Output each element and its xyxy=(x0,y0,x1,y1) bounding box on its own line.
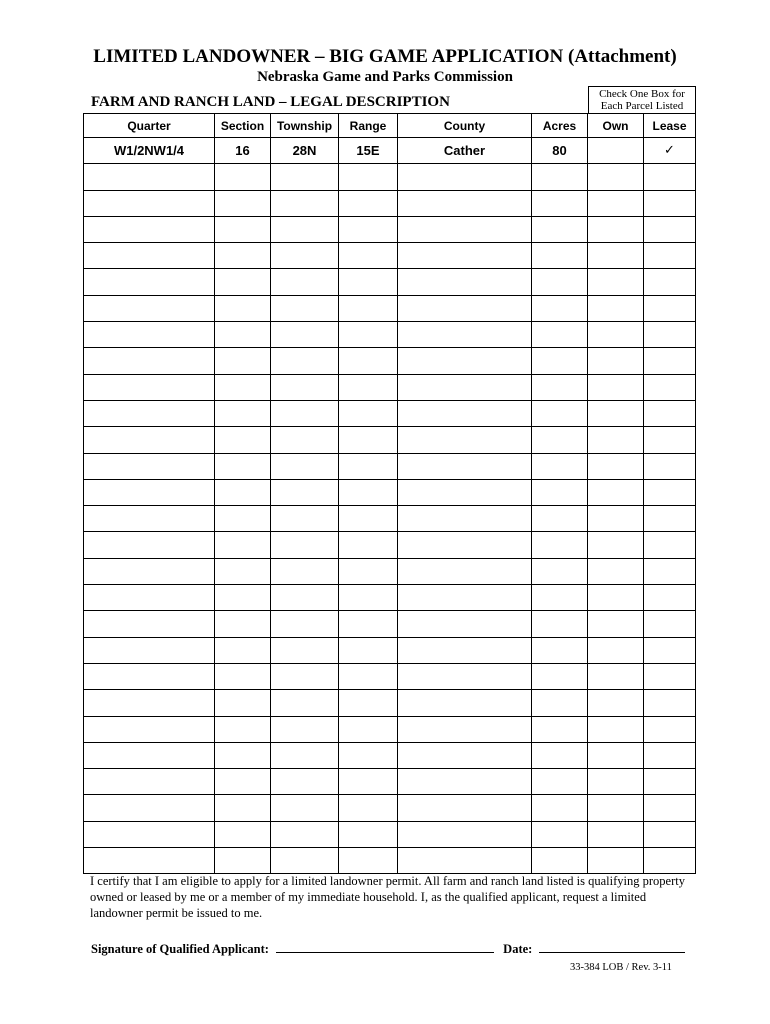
cell-lease[interactable] xyxy=(644,663,696,689)
cell-acres[interactable] xyxy=(532,848,588,874)
cell-lease[interactable] xyxy=(644,479,696,505)
cell-county[interactable] xyxy=(398,637,532,663)
cell-county[interactable] xyxy=(398,400,532,426)
table-row xyxy=(84,138,696,164)
header-quarter: Quarter xyxy=(84,114,215,138)
cell-own[interactable] xyxy=(588,558,644,584)
cell-township[interactable] xyxy=(271,532,339,558)
cell-lease[interactable] xyxy=(644,164,696,190)
table-row xyxy=(84,164,696,190)
cell-range[interactable] xyxy=(339,848,398,874)
cell-acres[interactable] xyxy=(532,532,588,558)
cell-township[interactable] xyxy=(271,348,339,374)
cell-county[interactable] xyxy=(398,453,532,479)
cell-quarter[interactable] xyxy=(84,453,215,479)
cell-township[interactable] xyxy=(271,795,339,821)
cell-acres[interactable] xyxy=(532,690,588,716)
header-township: Township xyxy=(271,114,339,138)
cell-own[interactable] xyxy=(588,795,644,821)
table-row xyxy=(84,716,696,742)
cell-range[interactable] xyxy=(339,532,398,558)
cell-acres[interactable] xyxy=(532,164,588,190)
table-row xyxy=(84,637,696,663)
cell-own[interactable] xyxy=(588,848,644,874)
cell-section[interactable] xyxy=(215,769,271,795)
header-range: Range xyxy=(339,114,398,138)
cell-section[interactable] xyxy=(215,400,271,426)
cell-township[interactable] xyxy=(271,585,339,611)
cell-section[interactable] xyxy=(215,611,271,637)
cell-own[interactable] xyxy=(588,138,644,164)
cell-section[interactable] xyxy=(215,295,271,321)
cell-county[interactable] xyxy=(398,611,532,637)
cell-township[interactable] xyxy=(271,374,339,400)
cell-township[interactable] xyxy=(271,164,339,190)
cell-quarter[interactable] xyxy=(84,427,215,453)
cell-township[interactable] xyxy=(271,716,339,742)
cell-range[interactable] xyxy=(339,611,398,637)
cell-quarter[interactable] xyxy=(84,374,215,400)
header-county: County xyxy=(398,114,532,138)
cell-range[interactable] xyxy=(339,769,398,795)
cell-lease[interactable] xyxy=(644,690,696,716)
cell-acres[interactable] xyxy=(532,190,588,216)
table-row xyxy=(84,322,696,348)
cell-township[interactable] xyxy=(271,506,339,532)
cell-quarter[interactable] xyxy=(84,690,215,716)
cell-county[interactable] xyxy=(398,164,532,190)
table-row xyxy=(84,190,696,216)
cell-range[interactable] xyxy=(339,453,398,479)
cell-quarter[interactable]: W1/2NW1/4 xyxy=(84,138,215,164)
cell-acres[interactable] xyxy=(532,558,588,584)
cell-acres[interactable] xyxy=(532,742,588,768)
cell-range[interactable] xyxy=(339,295,398,321)
cell-own[interactable] xyxy=(588,164,644,190)
cell-county[interactable] xyxy=(398,716,532,742)
cell-own[interactable] xyxy=(588,611,644,637)
table-row xyxy=(84,611,696,637)
form-number: 33-384 LOB / Rev. 3-11 xyxy=(570,962,672,973)
cell-lease[interactable] xyxy=(644,295,696,321)
table-body xyxy=(84,138,696,874)
cell-county[interactable] xyxy=(398,558,532,584)
cell-range[interactable]: 15E xyxy=(339,138,398,164)
cell-lease[interactable] xyxy=(644,322,696,348)
cell-acres[interactable] xyxy=(532,769,588,795)
cell-township[interactable] xyxy=(271,558,339,584)
cell-range[interactable] xyxy=(339,716,398,742)
cell-county[interactable] xyxy=(398,374,532,400)
cell-section[interactable]: 16 xyxy=(215,138,271,164)
cell-range[interactable] xyxy=(339,269,398,295)
cell-own[interactable] xyxy=(588,295,644,321)
cell-quarter[interactable] xyxy=(84,400,215,426)
cell-township[interactable] xyxy=(271,190,339,216)
cell-own[interactable] xyxy=(588,769,644,795)
legal-description-table xyxy=(83,113,696,874)
cell-range[interactable] xyxy=(339,243,398,269)
cell-own[interactable] xyxy=(588,243,644,269)
table-row xyxy=(84,821,696,847)
cell-acres[interactable] xyxy=(532,348,588,374)
date-label: Date: xyxy=(503,942,533,956)
cell-county[interactable] xyxy=(398,322,532,348)
table-row xyxy=(84,663,696,689)
cell-own[interactable] xyxy=(588,532,644,558)
cell-quarter[interactable] xyxy=(84,795,215,821)
cell-quarter[interactable] xyxy=(84,663,215,689)
cell-section[interactable] xyxy=(215,348,271,374)
cell-section[interactable] xyxy=(215,374,271,400)
table-row xyxy=(84,453,696,479)
cell-acres[interactable] xyxy=(532,716,588,742)
cell-quarter[interactable] xyxy=(84,848,215,874)
cell-county[interactable] xyxy=(398,690,532,716)
cell-acres[interactable] xyxy=(532,400,588,426)
cell-own[interactable] xyxy=(588,637,644,663)
cell-county[interactable] xyxy=(398,506,532,532)
cell-lease[interactable] xyxy=(644,374,696,400)
cell-lease[interactable] xyxy=(644,190,696,216)
signature-line xyxy=(91,940,685,957)
table-row xyxy=(84,769,696,795)
cell-own[interactable] xyxy=(588,453,644,479)
table-row xyxy=(84,848,696,874)
cell-range[interactable] xyxy=(339,637,398,663)
signature-label: Signature of Qualified Applicant: xyxy=(91,942,269,956)
cell-acres[interactable]: 80 xyxy=(532,138,588,164)
cell-section[interactable] xyxy=(215,216,271,242)
cell-lease[interactable] xyxy=(644,532,696,558)
cell-acres[interactable] xyxy=(532,216,588,242)
cell-own[interactable] xyxy=(588,427,644,453)
cell-own[interactable] xyxy=(588,269,644,295)
certification-statement: I certify that I am eligible to apply for a limited landowner permit. All farm and ranch land listed is qualifying property owned or leased by me or a member of my immediate household. I, as the qualified applicant, request a limited landowner permit be issued to me. xyxy=(90,874,685,920)
cell-acres[interactable] xyxy=(532,637,588,663)
cell-lease[interactable]: ✓ xyxy=(644,138,696,164)
cell-lease[interactable] xyxy=(644,795,696,821)
cell-own[interactable] xyxy=(588,190,644,216)
header-acres: Acres xyxy=(532,114,588,138)
cell-range[interactable] xyxy=(339,427,398,453)
cell-county[interactable] xyxy=(398,295,532,321)
cell-acres[interactable] xyxy=(532,453,588,479)
table-row xyxy=(84,479,696,505)
cell-own[interactable] xyxy=(588,506,644,532)
cell-range[interactable] xyxy=(339,506,398,532)
cell-range[interactable] xyxy=(339,821,398,847)
cell-range[interactable] xyxy=(339,742,398,768)
cell-own[interactable] xyxy=(588,716,644,742)
cell-quarter[interactable] xyxy=(84,295,215,321)
cell-own[interactable] xyxy=(588,479,644,505)
date-field[interactable] xyxy=(539,940,685,953)
cell-acres[interactable] xyxy=(532,795,588,821)
cell-section[interactable] xyxy=(215,427,271,453)
cell-range[interactable] xyxy=(339,558,398,584)
cell-township[interactable] xyxy=(271,453,339,479)
cell-lease[interactable] xyxy=(644,427,696,453)
table-row xyxy=(84,216,696,242)
cell-county[interactable] xyxy=(398,427,532,453)
cell-quarter[interactable] xyxy=(84,585,215,611)
cell-own[interactable] xyxy=(588,690,644,716)
cell-acres[interactable] xyxy=(532,611,588,637)
cell-county[interactable] xyxy=(398,848,532,874)
cell-lease[interactable] xyxy=(644,585,696,611)
cell-county[interactable] xyxy=(398,479,532,505)
cell-section[interactable] xyxy=(215,558,271,584)
cell-lease[interactable] xyxy=(644,848,696,874)
cell-acres[interactable] xyxy=(532,585,588,611)
table-row xyxy=(84,427,696,453)
cell-range[interactable] xyxy=(339,400,398,426)
cell-quarter[interactable] xyxy=(84,637,215,663)
cell-quarter[interactable] xyxy=(84,216,215,242)
table-header-row xyxy=(84,114,696,138)
cell-township[interactable] xyxy=(271,479,339,505)
cell-township[interactable] xyxy=(271,216,339,242)
cell-lease[interactable] xyxy=(644,453,696,479)
cell-own[interactable] xyxy=(588,216,644,242)
cell-county[interactable] xyxy=(398,795,532,821)
cell-quarter[interactable] xyxy=(84,769,215,795)
cell-acres[interactable] xyxy=(532,663,588,689)
cell-county[interactable] xyxy=(398,348,532,374)
cell-acres[interactable] xyxy=(532,427,588,453)
cell-county[interactable] xyxy=(398,190,532,216)
cell-lease[interactable] xyxy=(644,400,696,426)
cell-acres[interactable] xyxy=(532,243,588,269)
cell-township[interactable] xyxy=(271,269,339,295)
cell-acres[interactable] xyxy=(532,506,588,532)
section-heading: FARM AND RANCH LAND – LEGAL DESCRIPTION xyxy=(91,94,450,110)
table-row xyxy=(84,742,696,768)
cell-township[interactable] xyxy=(271,742,339,768)
table-row xyxy=(84,585,696,611)
cell-quarter[interactable] xyxy=(84,243,215,269)
cell-section[interactable] xyxy=(215,269,271,295)
cell-section[interactable] xyxy=(215,848,271,874)
cell-range[interactable] xyxy=(339,322,398,348)
cell-section[interactable] xyxy=(215,690,271,716)
cell-own[interactable] xyxy=(588,585,644,611)
cell-quarter[interactable] xyxy=(84,190,215,216)
cell-county[interactable] xyxy=(398,663,532,689)
cell-acres[interactable] xyxy=(532,479,588,505)
cell-county[interactable] xyxy=(398,532,532,558)
cell-lease[interactable] xyxy=(644,742,696,768)
table-row xyxy=(84,506,696,532)
cell-quarter[interactable] xyxy=(84,611,215,637)
cell-quarter[interactable] xyxy=(84,322,215,348)
cell-range[interactable] xyxy=(339,479,398,505)
table-row xyxy=(84,269,696,295)
table-row xyxy=(84,348,696,374)
cell-lease[interactable] xyxy=(644,821,696,847)
cell-own[interactable] xyxy=(588,374,644,400)
cell-lease[interactable] xyxy=(644,243,696,269)
cell-county[interactable] xyxy=(398,216,532,242)
cell-range[interactable] xyxy=(339,164,398,190)
cell-township[interactable] xyxy=(271,769,339,795)
cell-range[interactable] xyxy=(339,795,398,821)
cell-section[interactable] xyxy=(215,585,271,611)
cell-own[interactable] xyxy=(588,348,644,374)
cell-township[interactable] xyxy=(271,663,339,689)
cell-section[interactable] xyxy=(215,479,271,505)
cell-section[interactable] xyxy=(215,795,271,821)
cell-lease[interactable] xyxy=(644,769,696,795)
cell-acres[interactable] xyxy=(532,322,588,348)
cell-section[interactable] xyxy=(215,821,271,847)
cell-county[interactable] xyxy=(398,585,532,611)
cell-lease[interactable] xyxy=(644,611,696,637)
check-instruction-note: Check One Box for Each Parcel Listed xyxy=(588,86,696,113)
cell-county[interactable] xyxy=(398,269,532,295)
cell-section[interactable] xyxy=(215,190,271,216)
cell-acres[interactable] xyxy=(532,821,588,847)
header-own: Own xyxy=(588,114,644,138)
cell-quarter[interactable] xyxy=(84,269,215,295)
cell-county[interactable] xyxy=(398,742,532,768)
cell-quarter[interactable] xyxy=(84,164,215,190)
cell-section[interactable] xyxy=(215,663,271,689)
cell-own[interactable] xyxy=(588,400,644,426)
cell-township[interactable] xyxy=(271,821,339,847)
cell-quarter[interactable] xyxy=(84,479,215,505)
cell-quarter[interactable] xyxy=(84,532,215,558)
cell-township[interactable] xyxy=(271,427,339,453)
cell-range[interactable] xyxy=(339,663,398,689)
cell-quarter[interactable] xyxy=(84,558,215,584)
cell-section[interactable] xyxy=(215,164,271,190)
cell-range[interactable] xyxy=(339,690,398,716)
cell-quarter[interactable] xyxy=(84,821,215,847)
cell-township[interactable] xyxy=(271,611,339,637)
cell-township[interactable] xyxy=(271,295,339,321)
cell-acres[interactable] xyxy=(532,295,588,321)
cell-township[interactable] xyxy=(271,400,339,426)
cell-section[interactable] xyxy=(215,243,271,269)
cell-county[interactable] xyxy=(398,821,532,847)
cell-township[interactable] xyxy=(271,690,339,716)
cell-lease[interactable] xyxy=(644,558,696,584)
cell-lease[interactable] xyxy=(644,637,696,663)
table-row xyxy=(84,295,696,321)
cell-township[interactable]: 28N xyxy=(271,138,339,164)
cell-section[interactable] xyxy=(215,637,271,663)
cell-range[interactable] xyxy=(339,348,398,374)
cell-quarter[interactable] xyxy=(84,716,215,742)
cell-section[interactable] xyxy=(215,453,271,479)
header-section: Section xyxy=(215,114,271,138)
cell-quarter[interactable] xyxy=(84,348,215,374)
table-row xyxy=(84,795,696,821)
cell-own[interactable] xyxy=(588,663,644,689)
cell-range[interactable] xyxy=(339,190,398,216)
table-row xyxy=(84,532,696,558)
cell-range[interactable] xyxy=(339,216,398,242)
cell-own[interactable] xyxy=(588,821,644,847)
cell-township[interactable] xyxy=(271,243,339,269)
cell-own[interactable] xyxy=(588,322,644,348)
cell-township[interactable] xyxy=(271,322,339,348)
cell-range[interactable] xyxy=(339,374,398,400)
cell-acres[interactable] xyxy=(532,374,588,400)
cell-section[interactable] xyxy=(215,322,271,348)
form-title: LIMITED LANDOWNER – BIG GAME APPLICATION (Attachment) xyxy=(93,46,677,67)
cell-section[interactable] xyxy=(215,742,271,768)
cell-lease[interactable] xyxy=(644,506,696,532)
cell-quarter[interactable] xyxy=(84,742,215,768)
form-subtitle: Nebraska Game and Parks Commission xyxy=(257,69,513,85)
cell-range[interactable] xyxy=(339,585,398,611)
cell-lease[interactable] xyxy=(644,269,696,295)
table-row xyxy=(84,374,696,400)
table-row xyxy=(84,400,696,426)
cell-section[interactable] xyxy=(215,506,271,532)
table-row xyxy=(84,690,696,716)
cell-lease[interactable] xyxy=(644,716,696,742)
cell-section[interactable] xyxy=(215,532,271,558)
cell-county[interactable] xyxy=(398,243,532,269)
cell-county[interactable]: Cather xyxy=(398,138,532,164)
table-row xyxy=(84,558,696,584)
table-row xyxy=(84,243,696,269)
cell-lease[interactable] xyxy=(644,216,696,242)
cell-county[interactable] xyxy=(398,769,532,795)
cell-lease[interactable] xyxy=(644,348,696,374)
cell-own[interactable] xyxy=(588,742,644,768)
signature-field[interactable] xyxy=(276,940,494,953)
cell-township[interactable] xyxy=(271,848,339,874)
cell-quarter[interactable] xyxy=(84,506,215,532)
cell-acres[interactable] xyxy=(532,269,588,295)
cell-township[interactable] xyxy=(271,637,339,663)
header-lease: Lease xyxy=(644,114,696,138)
cell-section[interactable] xyxy=(215,716,271,742)
